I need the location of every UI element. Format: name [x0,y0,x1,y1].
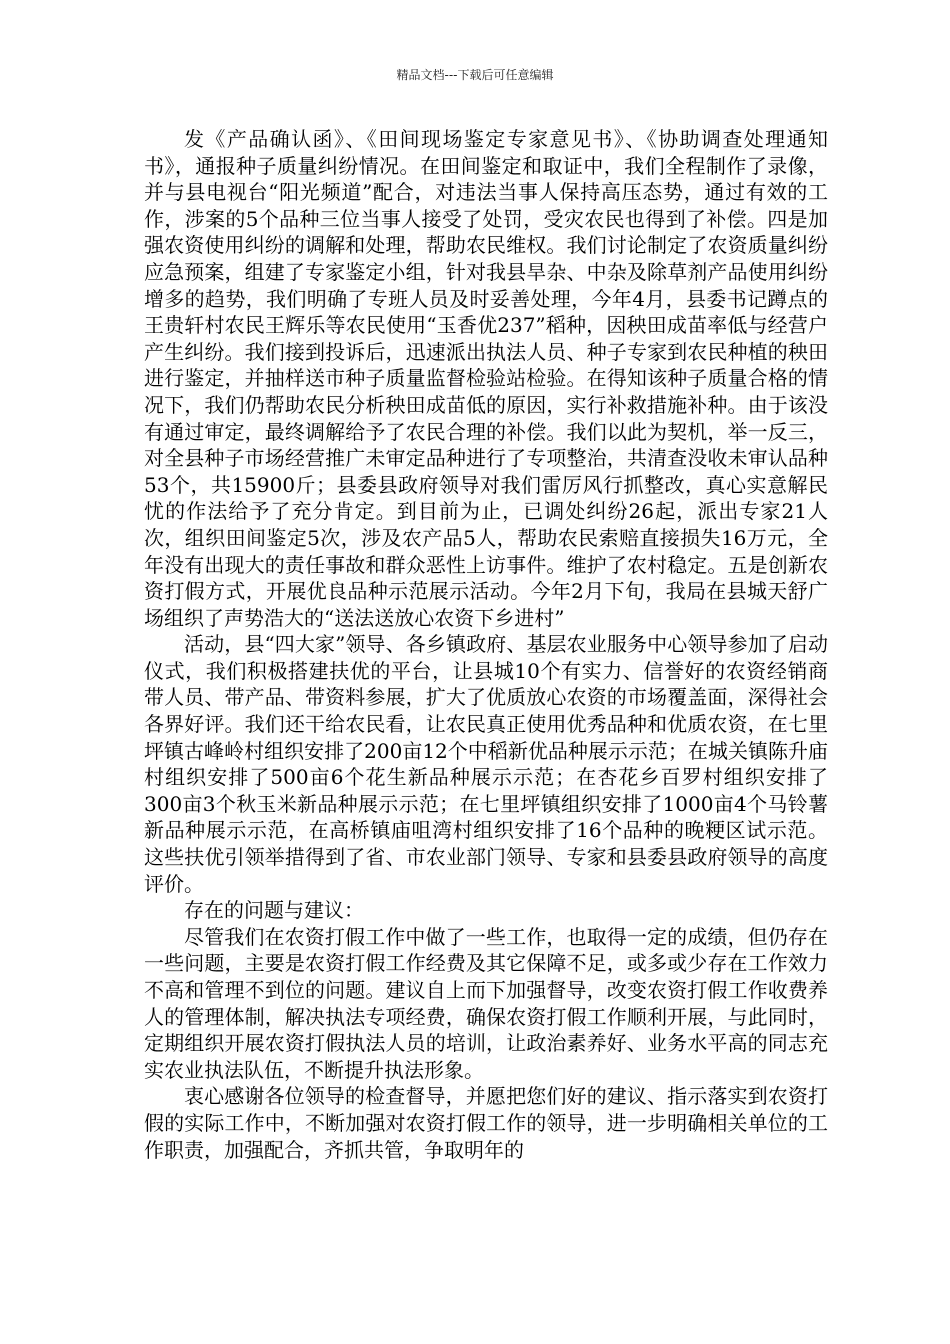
body-paragraph-4: 衷心感谢各位领导的检查督导，并愿把您们好的建议、指示落实到农资打假的实际工作中，不断加强对农资打假工作的领导，进一步明确相关单位的工作职责，加强配合，齐抓共管，争取明年的 [144,1084,828,1162]
document-body [144,126,828,1163]
body-paragraph-2: 活动，县“四大家”领导、各乡镇政府、基层农业服务中心领导参加了启动仪式，我们积极搭建扶优的平台，让县城10个有实力、信誉好的农资经销商带人员、带产品、带资料参展，扩大了优质放心农资的市场覆盖面，深得社会各界好评。我们还干给农民看，让农民真正使用优秀品种和优质农资，在七里坪镇古峰岭村组织安排了200亩12个中稻新优品种展示示范；在城关镇陈升庙村组织安排了500亩6个花生新品种展示示范；在杏花乡百罗村组织安排了300亩3个秋玉米新品种展示示范；在七里坪镇组织安排了1000亩4个马铃薯新品种展示示范，在高桥镇庙咀湾村组织安排了16个品种的晚粳区试示范。这些扶优引领举措得到了省、市农业部门领导、专家和县委县政府领导的高度评价。 [144,632,828,896]
page-header: 精品文档---下载后可任意编辑 [396,68,554,82]
body-paragraph-1: 发《产品确认函》、《田间现场鉴定专家意见书》、《协助调查处理通知书》，通报种子质量纠纷情况。在田间鉴定和取证中，我们全程制作了录像，并与县电视台“阳光频道”配合，对违法当事人保持高压态势，通过有效的工作，涉案的5个品种三位当事人接受了处罚，受灾农民也得到了补偿。四是加强农资使用纠纷的调解和处理，帮助农民维权。我们讨论制定了农资质量纠纷应急预案，组建了专家鉴定小组，针对我县旱杂、中杂及除草剂产品使用纠纷增多的趋势，我们明确了专班人员及时妥善处理，今年4月，县委书记蹲点的王贵轩村农民王辉乐等农民使用“玉香优237”稻种，因秧田成苗率低与经营户产生纠纷。我们接到投诉后，迅速派出执法人员、种子专家到农民种植的秧田进行鉴定，并抽样送市种子质量监督检验站检验。在得知该种子质量合格的情况下，我们仍帮助农民分析秧田成苗低的原因，实行补救措施补种。由于该没有通过审定，最终调解给予了农民合理的补偿。我们以此为契机，举一反三，对全县种子市场经营推广未审定品种进行了专项整治，共清查没收未审认品种53个，共15900斤；县委县政府领导对我们雷厉风行抓整改，真心实意解民忧的作法给予了充分肯定。到目前为止，已调处纠纷26起，派出专家21人次，组织田间鉴定5次，涉及农产品5人，帮助农民索赔直接损失16万元，全年没有出现大的责任事故和群众恶性上访事件。维护了农村稳定。五是创新农资打假方式，开展优良品种示范展示活动。今年2月下旬，我局在县城天舒广场组织了声势浩大的“送法送放心农资下乡进村” [144,127,828,630]
section-heading-issues: 存在的问题与建议： [184,898,364,923]
body-paragraph-3: 尽管我们在农资打假工作中做了一些工作，也取得一定的成绩，但仍存在一些问题，主要是农资打假工作经费及其它保障不足，或多或少存在工作效力不高和管理不到位的问题。建议自上而下加强督导，改变农资打假工作收费养人的管理体制，解决执法专项经费，确保农资打假工作顺利开展，与此同时，定期组织开展农资打假执法人员的培训，让政治素养好、业务水平高的同志充实农业执法队伍，不断提升执法形象。 [144,924,828,1082]
